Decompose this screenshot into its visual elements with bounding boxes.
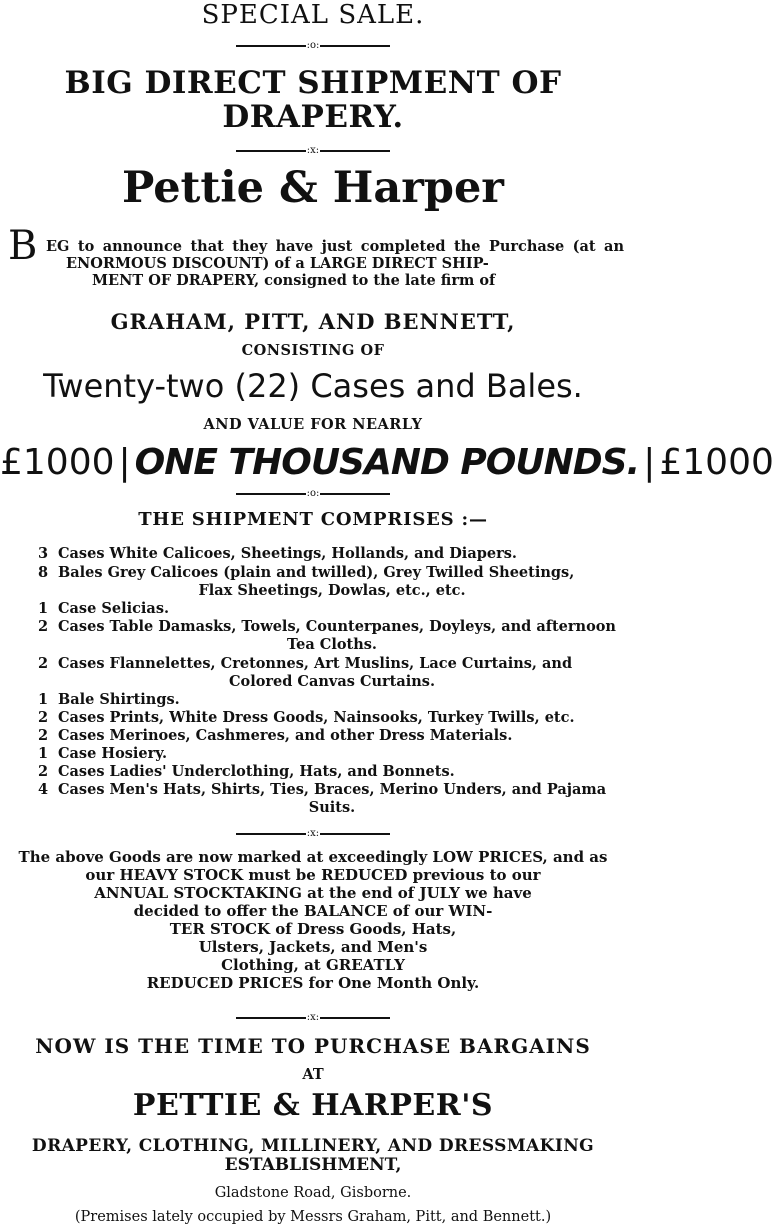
store-name: PETTIE & HARPER'S <box>132 1088 494 1123</box>
separator <box>0 828 626 839</box>
notice-line: decided to offer the BALANCE of our WIN- <box>133 902 493 920</box>
item-description: Bale Shirtings. <box>58 691 180 708</box>
item-continuation: Flax Sheetings, Dowlas, etc., etc. <box>198 582 466 599</box>
intro-line-3: MENT OF DRAPERY, consigned to the late firm of <box>92 272 496 289</box>
separator <box>0 145 626 156</box>
headline-line-1: BIG DIRECT SHIPMENT OF <box>64 65 562 101</box>
item-quantity: 2 <box>38 763 49 780</box>
money-left: £1000 <box>0 442 115 483</box>
drop-cap: B <box>8 223 38 269</box>
notice-line: The above Goods are now marked at exceedingly LOW PRICES, and as <box>18 848 608 866</box>
notice-line: REDUCED PRICES for One Month Only. <box>146 974 480 992</box>
firm-name: Pettie & Harper <box>122 163 504 213</box>
item-description: Cases Men's Hats, Shirts, Ties, Braces, Merino Unders, and Pajama <box>58 781 607 798</box>
item-description: Cases Prints, White Dress Goods, Nainsooks, Turkey Twills, etc. <box>58 709 575 726</box>
item-description: Cases Flannelettes, Cretonnes, Art Muslins, Lace Curtains, and <box>58 655 573 672</box>
item-description: Case Hosiery. <box>58 745 168 762</box>
item-description: Case Selicias. <box>58 600 170 617</box>
item-quantity: 3 <box>38 545 49 562</box>
notice-line: Clothing, at GREATLY <box>221 956 405 974</box>
notice-line: ANNUAL STOCKTAKING at the end of JULY we have <box>94 884 532 902</box>
separator-mark: :x: <box>306 145 320 156</box>
intro-line-1: EG to announce that they have just completed the Purchase (at an <box>46 238 624 255</box>
establishment-line: ESTABLISHMENT, <box>224 1155 402 1175</box>
separator-mark: :o: <box>306 40 320 51</box>
notice-line: our HEAVY STOCK must be REDUCED previous to our <box>85 866 541 884</box>
item-quantity: 2 <box>38 655 49 672</box>
item-quantity: 1 <box>38 600 49 617</box>
item-quantity: 1 <box>38 691 49 708</box>
money-right: £1000 <box>659 442 774 483</box>
cases-count: Twenty-two (22) Cases and Bales. <box>43 367 583 405</box>
consignor-names: GRAHAM, PITT, AND BENNETT, <box>110 309 516 334</box>
at-label: AT <box>302 1066 324 1083</box>
item-description: Cases Table Damasks, Towels, Counterpanes, Doyleys, and afternoon <box>58 618 616 635</box>
headline-line-2: DRAPERY. <box>222 99 404 135</box>
item-description: Cases Ladies' Underclothing, Hats, and Bonnets. <box>58 763 455 780</box>
item-quantity: 2 <box>38 727 49 744</box>
intro-line-2: ENORMOUS DISCOUNT) of a LARGE DIRECT SHIP- <box>66 255 489 272</box>
item-description: Cases White Calicoes, Sheetings, Hollands, and Diapers. <box>58 545 517 562</box>
money-words: ONE THOUSAND POUNDS. <box>134 442 640 483</box>
item-quantity: 8 <box>38 564 49 581</box>
premises-note: (Premises lately occupied by Messrs Graham, Pitt, and Bennett.) <box>74 1209 552 1225</box>
item-continuation: Tea Cloths. <box>287 636 377 653</box>
item-continuation: Colored Canvas Curtains. <box>228 673 436 690</box>
separator <box>0 40 626 51</box>
item-description: Cases Merinoes, Cashmeres, and other Dress Materials. <box>58 727 513 744</box>
notice-line: Ulsters, Jackets, and Men's <box>198 938 428 956</box>
item-quantity: 4 <box>38 781 49 798</box>
separator-mark: :x: <box>306 828 320 839</box>
address: Gladstone Road, Gisborne. <box>214 1185 412 1201</box>
separator-mark: :x: <box>306 1012 320 1023</box>
item-quantity: 2 <box>38 709 49 726</box>
item-continuation: Suits. <box>308 799 356 816</box>
item-quantity: 2 <box>38 618 49 635</box>
shipment-heading: THE SHIPMENT COMPRISES :— <box>138 509 488 530</box>
special-sale-title: SPECIAL SALE. <box>201 0 425 30</box>
item-description: Bales Grey Calicoes (plain and twilled), Grey Twilled Sheetings, <box>58 564 575 581</box>
item-quantity: 1 <box>38 745 49 762</box>
notice-line: TER STOCK of Dress Goods, Hats, <box>169 920 457 938</box>
consisting-of: CONSISTING OF <box>241 342 385 359</box>
now-is-the-time: NOW IS THE TIME TO PURCHASE BARGAINS <box>35 1034 591 1058</box>
departments-line: DRAPERY, CLOTHING, MILLINERY, AND DRESSMAKING <box>31 1136 595 1156</box>
separator-mark: :o: <box>306 488 320 499</box>
value-amount: £1000 | ONE THOUSAND POUNDS. | £1000 <box>0 442 774 483</box>
separator <box>0 488 626 499</box>
separator <box>0 1012 626 1023</box>
value-for-nearly: AND VALUE FOR NEARLY <box>203 416 423 433</box>
